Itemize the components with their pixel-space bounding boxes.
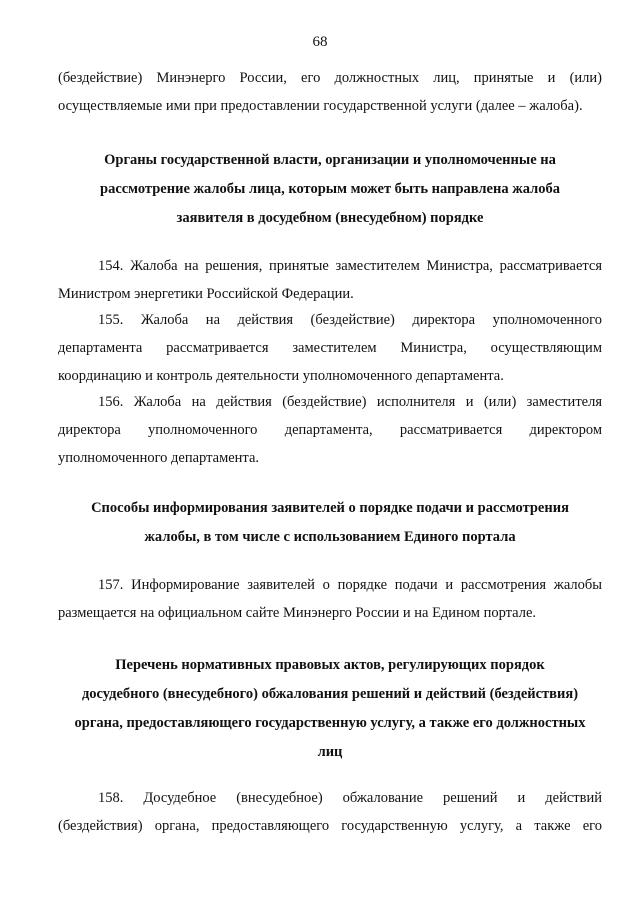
- paragraph-line: уполномоченного департамента.: [58, 450, 260, 466]
- paragraph-154: [58, 252, 602, 308]
- heading-line: Перечень нормативных правовых актов, регулирующих порядок: [115, 657, 545, 673]
- paragraph-line: 158. Досудебное (внесудебное) обжалование решений и действий: [98, 790, 602, 806]
- heading-line: лиц: [317, 744, 343, 760]
- paragraph-line: 156. Жалоба на действия (бездействие) исполнителя и (или) заместителя: [98, 394, 602, 410]
- paragraph-158: [58, 784, 602, 840]
- heading-line: Способы информирования заявителей о порядке подачи и рассмотрения: [91, 500, 569, 516]
- paragraph-line: директора уполномоченного департамента, рассматривается директором: [58, 422, 602, 438]
- section-heading-information-methods: [58, 494, 602, 552]
- paragraph-155: [58, 306, 602, 390]
- heading-line: рассмотрение жалобы лица, которым может быть направлена жалоба: [100, 181, 560, 197]
- paragraph-line: 157. Информирование заявителей о порядке подачи и рассмотрения жалобы: [98, 577, 602, 593]
- section-heading-legal-acts: [58, 651, 602, 767]
- heading-line: досудебного (внесудебного) обжалования решений и действий (бездействия): [81, 686, 579, 702]
- paragraph-line: (бездействия) органа, предоставляющего государственную услугу, а также его: [58, 818, 602, 834]
- heading-line: органа, предоставляющего государственную услугу, а также его должностных: [74, 715, 586, 731]
- paragraph-line: размещается на официальном сайте Минэнерго России и на Едином портале.: [58, 605, 537, 621]
- paragraph-156: [58, 388, 602, 472]
- intro-line: осуществляемые ими при предоставлении государственной услуги (далее – жалоба).: [58, 98, 583, 114]
- paragraph-157: [58, 571, 602, 627]
- paragraph-line: координацию и контроль деятельности уполномоченного департамента.: [58, 368, 504, 384]
- heading-line: жалобы, в том числе с использованием Единого портала: [144, 529, 516, 545]
- paragraph-line: департамента рассматривается заместителем Министра, осуществляющим: [58, 340, 602, 356]
- heading-line: заявителя в досудебном (внесудебном) порядке: [176, 210, 484, 226]
- section-heading-appeal-bodies: [58, 146, 602, 233]
- paragraph-line: 155. Жалоба на действия (бездействие) директора уполномоченного: [98, 312, 602, 328]
- paragraph-line: Министром энергетики Российской Федерации.: [58, 286, 354, 302]
- intro-line: (бездействие) Минэнерго России, его должностных лиц, принятые и (или): [58, 70, 602, 86]
- heading-line: Органы государственной власти, организации и уполномоченные на: [104, 152, 556, 168]
- paragraph-line: 154. Жалоба на решения, принятые заместителем Министра, рассматривается: [98, 258, 602, 274]
- intro-paragraph: [58, 64, 602, 120]
- page-number: 68: [312, 34, 328, 50]
